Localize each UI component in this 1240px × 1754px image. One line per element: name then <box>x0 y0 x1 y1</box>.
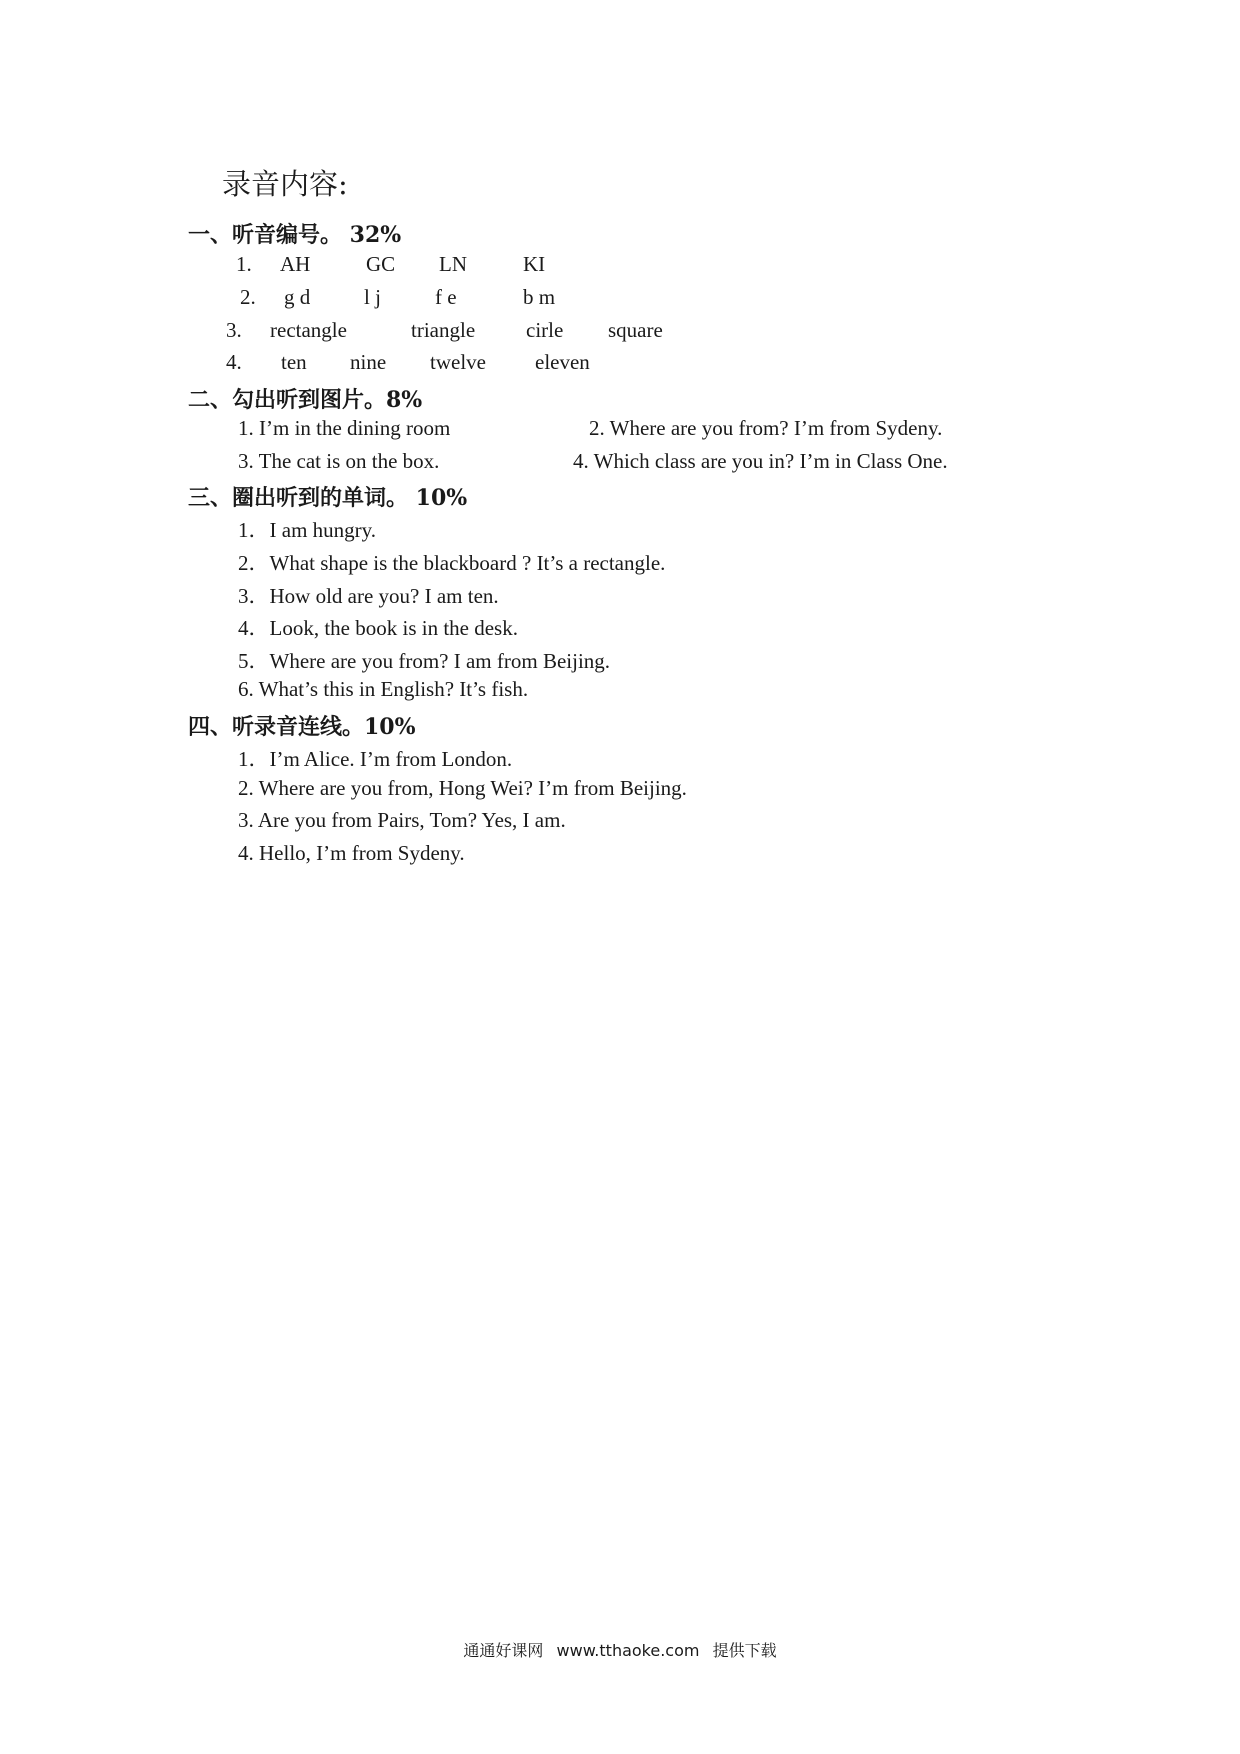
word: nine <box>350 350 387 374</box>
section-2-heading: 二、勾出听到图片。8% <box>188 387 423 413</box>
section-1-heading: 一、听音编号。 32% <box>188 222 402 248</box>
section-4-heading: 四、听录音连线。10% <box>188 714 416 740</box>
footer-url[interactable]: www.tthaoke.com <box>556 1641 700 1660</box>
letter-pair: AH <box>280 252 311 276</box>
footer-site-name: 通通好课网 <box>463 1641 544 1660</box>
sentence: 5．Where are you from? I am from Beijing. <box>238 649 611 673</box>
row-number: 1. <box>236 252 252 276</box>
word: rectangle <box>270 318 347 342</box>
sentence: 6. What’s this in English? It’s fish. <box>238 677 529 701</box>
row-number: 3. <box>226 318 242 342</box>
letter-pair: KI <box>523 252 546 276</box>
letter-pair: g d <box>284 285 311 309</box>
letter-pair: GC <box>366 252 396 276</box>
letter-pair: LN <box>439 252 467 276</box>
footer-suffix: 提供下载 <box>712 1641 777 1660</box>
word: cirle <box>526 318 564 342</box>
word: triangle <box>411 318 476 342</box>
sentence: 2．What shape is the blackboard ? It’s a rectangle. <box>238 551 666 575</box>
footer <box>0 1638 1240 1661</box>
row-number: 2. <box>240 285 256 309</box>
word: ten <box>281 350 307 374</box>
sentence: 2. Where are you from, Hong Wei? I’m from Beijing. <box>238 776 687 800</box>
letter-pair: b m <box>523 285 556 309</box>
sentence: 4. Which class are you in? I’m in Class One. <box>573 449 948 473</box>
sentence: 1．I am hungry. <box>238 518 377 542</box>
sentence: 1. I’m in the dining room <box>238 416 451 440</box>
word: eleven <box>535 350 590 374</box>
sentence: 3．How old are you? I am ten. <box>238 584 499 608</box>
row-number: 4. <box>226 350 242 374</box>
letter-pair: f e <box>435 285 457 309</box>
sentence: 2. Where are you from? I’m from Sydeny. <box>589 416 943 440</box>
sentence: 4. Hello, I’m from Sydeny. <box>238 841 465 865</box>
sentence: 4．Look, the book is in the desk. <box>238 616 518 640</box>
word: twelve <box>430 350 486 374</box>
word: square <box>608 318 663 342</box>
page-title: 录音内容: <box>222 167 348 201</box>
sentence: 1．I’m Alice. I’m from London. <box>238 747 513 771</box>
sentence: 3. The cat is on the box. <box>238 449 440 473</box>
sentence: 3. Are you from Pairs, Tom? Yes, I am. <box>238 808 566 832</box>
letter-pair: l j <box>364 285 381 309</box>
section-3-heading: 三、圈出听到的单词。 10% <box>188 485 468 511</box>
